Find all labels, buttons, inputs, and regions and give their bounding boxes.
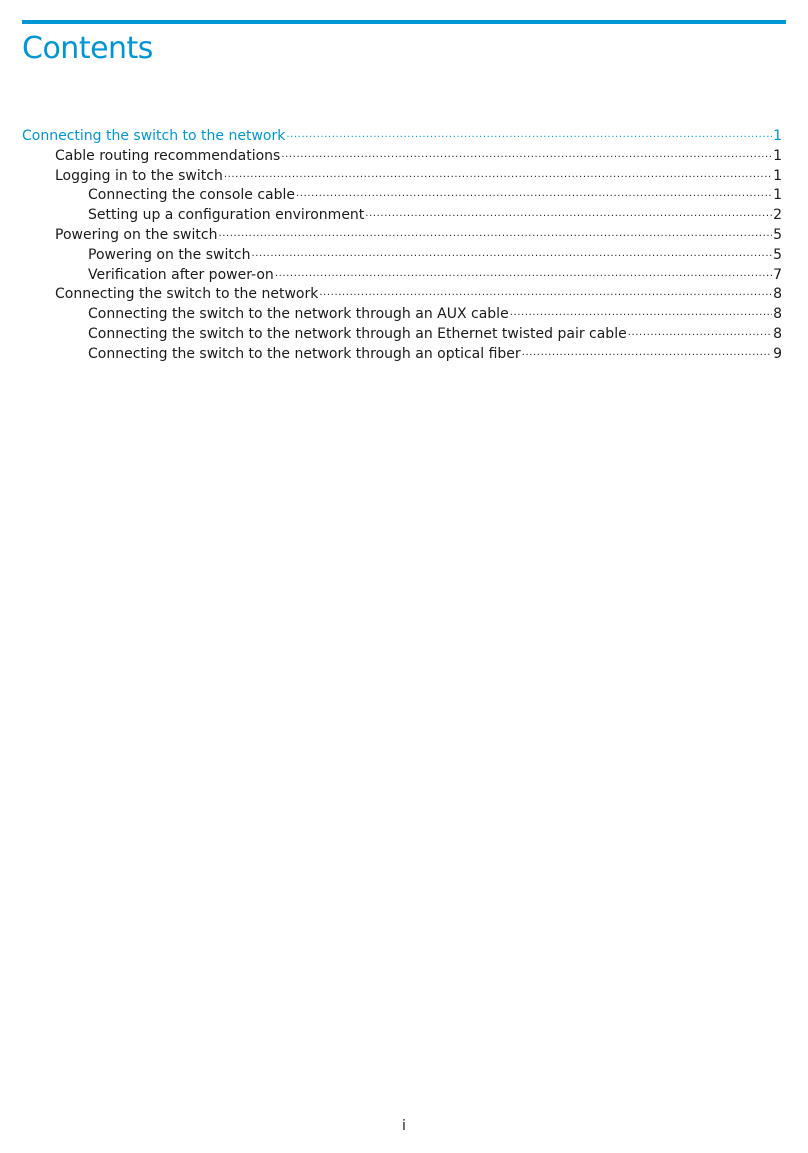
toc-entry[interactable] [22,206,782,226]
toc-entry[interactable] [22,167,782,187]
toc-entry-page: 8 [773,325,782,342]
toc-entry-page: 7 [773,266,782,283]
toc-entry-page: 8 [773,306,782,323]
toc-entry[interactable] [22,266,782,286]
toc-entry[interactable] [22,345,782,365]
toc-entry-page: 1 [773,128,782,144]
dot-leader [286,128,772,148]
header-rule [22,20,786,24]
toc-entry-page: 8 [773,286,782,303]
toc-entry-page: 9 [773,345,782,362]
toc-entry-page: 1 [773,147,782,164]
toc-entry-title: Powering on the switch [88,246,251,263]
toc-entry-title: Connecting the switch to the network through an Ethernet twisted pair cable [88,325,627,342]
toc-entry-title: Connecting the switch to the network through an AUX cable [88,306,509,323]
dot-leader [510,306,772,326]
toc-entry-title: Connecting the console cable [88,187,296,204]
dot-leader [628,326,772,346]
toc-entry-page: 1 [773,167,782,184]
dot-leader [319,286,772,306]
toc-entry[interactable] [22,127,782,147]
toc-entry-title: Cable routing recommendations [55,147,281,164]
dot-leader [522,346,772,366]
toc-entry-page: 1 [773,187,782,204]
toc-entry-title: Powering on the switch [55,226,218,243]
toc-entry-page: 5 [773,226,782,243]
dot-leader [281,148,772,168]
toc-entry-page: 5 [773,246,782,263]
dot-leader [296,187,772,207]
toc-entry[interactable] [22,325,782,345]
page-number: i [402,1118,406,1134]
toc-entry[interactable] [22,226,782,246]
toc-entry-title: Verification after power-on [88,266,274,283]
toc-entry[interactable] [22,147,782,167]
toc-entry-title: Connecting the switch to the network [55,286,319,303]
toc-entry-title: Logging in to the switch [55,167,223,184]
toc-entry-title: Connecting the switch to the network [22,128,286,144]
toc-entry-title: Connecting the switch to the network through an optical fiber [88,345,521,362]
dot-leader [218,227,772,247]
toc-entry[interactable] [22,246,782,266]
toc-entry-page: 2 [773,207,782,224]
table-of-contents [22,127,782,365]
toc-entry-title: Setting up a configuration environment [88,207,365,224]
toc-entry[interactable] [22,186,782,206]
toc-entry[interactable] [22,305,782,325]
dot-leader [365,207,772,227]
dot-leader [251,247,772,267]
dot-leader [224,168,772,188]
page-title: Contents [22,31,153,66]
toc-entry[interactable] [22,285,782,305]
dot-leader [275,267,772,287]
